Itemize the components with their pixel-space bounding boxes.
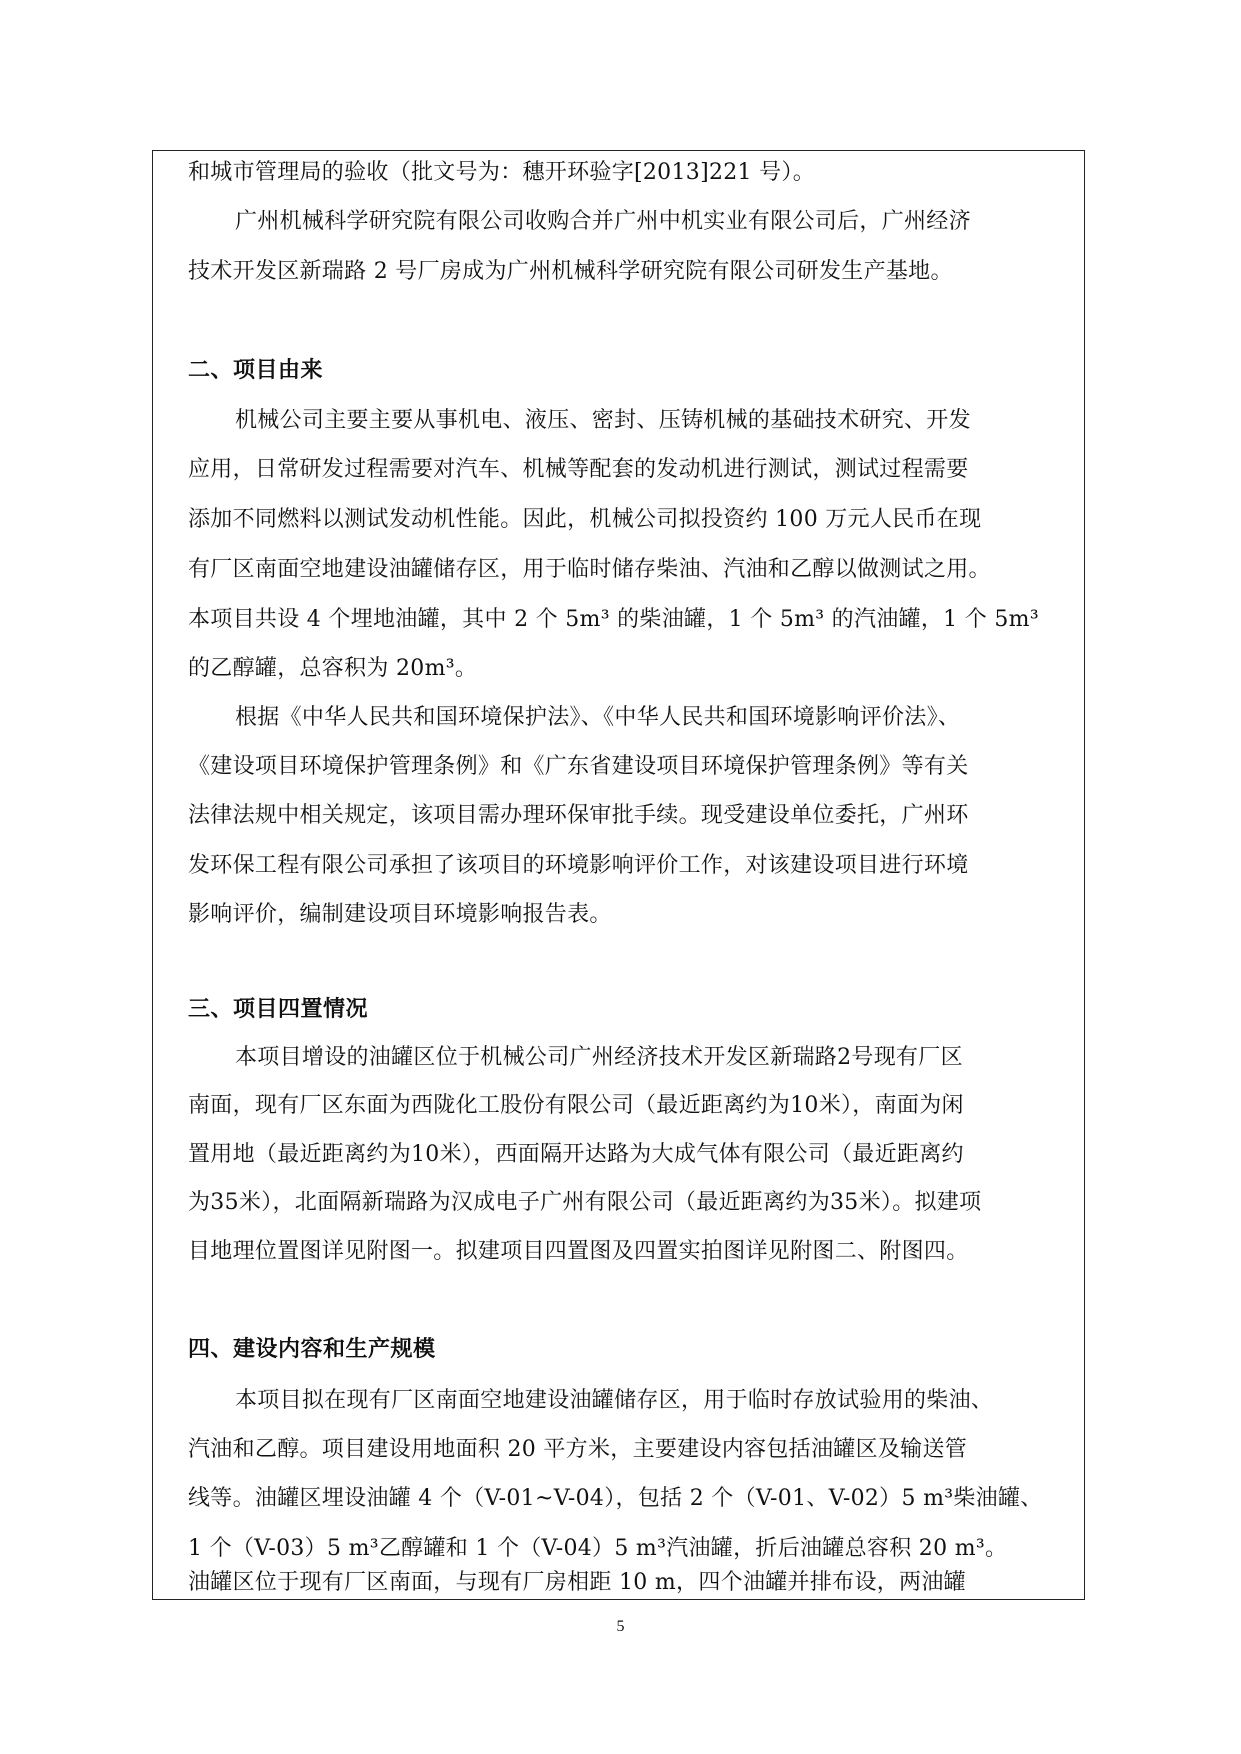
paragraph-line: 置用地（最近距离约为10米），西面隔开达路为大成气体有限公司（最近距离约 [188, 1142, 964, 1167]
paragraph-line: 发环保工程有限公司承担了该项目的环境影响评价工作，对该建设项目进行环境 [188, 853, 969, 878]
paragraph-line: 本项目共设 4 个埋地油罐，其中 2 个 5m³ 的柴油罐，1 个 5m³ 的汽油罐，1 个 5m³ [188, 607, 1039, 632]
paragraph-line: 本项目拟在现有厂区南面空地建设油罐储存区，用于临时存放试验用的柴油、 [235, 1388, 994, 1413]
paragraph-line: 的乙醇罐，总容积为 20m³。 [188, 656, 478, 681]
paragraph-line: 机械公司主要主要从事机电、液压、密封、压铸机械的基础技术研究、开发 [235, 408, 971, 433]
paragraph-line: 应用，日常研发过程需要对汽车、机械等配套的发动机进行测试，测试过程需要 [188, 457, 969, 482]
paragraph-line: 本项目增设的油罐区位于机械公司广州经济技术开发区新瑞路2号现有厂区 [235, 1045, 963, 1070]
paragraph-line: 线等。油罐区埋设油罐 4 个（V-01~V-04），包括 2 个（V-01、V-02）5 m³柴油罐、 [188, 1486, 1043, 1511]
paragraph-line: 有厂区南面空地建设油罐储存区，用于临时储存柴油、汽油和乙醇以做测试之用。 [188, 557, 991, 582]
paragraph-line: 南面，现有厂区东面为西陇化工股份有限公司（最近距离约为10米），南面为闲 [188, 1093, 964, 1118]
paragraph-line: 和城市管理局的验收（批文号为：穗开环验字[2013]221 号）。 [188, 160, 816, 185]
paragraph-line: 汽油和乙醇。项目建设用地面积 20 平方米，主要建设内容包括油罐区及输送管 [188, 1437, 968, 1462]
paragraph-line: 添加不同燃料以测试发动机性能。因此，机械公司拟投资约 100 万元人民币在现 [188, 507, 982, 532]
paragraph-line: 《建设项目环境保护管理条例》和《广东省建设项目环境保护管理条例》等有关 [188, 754, 969, 779]
section-heading: 四、建设内容和生产规模 [188, 1336, 436, 1362]
paragraph-line: 法律法规中相关规定，该项目需办理环保审批手续。现受建设单位委托，广州环 [188, 803, 969, 828]
paragraph-line: 油罐区位于现有厂区南面，与现有厂房相距 10 m，四个油罐并排布设，两油罐 [188, 1570, 966, 1595]
section-heading: 三、项目四置情况 [188, 996, 369, 1022]
paragraph-line: 技术开发区新瑞路 2 号厂房成为广州机械科学研究院有限公司研发生产基地。 [188, 259, 953, 284]
paragraph-line: 1 个（V-03）5 m³乙醇罐和 1 个（V-04）5 m³汽油罐，折后油罐总容积 20 m³。 [188, 1536, 1008, 1561]
paragraph-line: 广州机械科学研究院有限公司收购合并广州中机实业有限公司后，广州经济 [235, 209, 971, 234]
paragraph-line: 影响评价，编制建设项目环境影响报告表。 [188, 902, 612, 927]
paragraph-line: 目地理位置图详见附图一。拟建项目四置图及四置实拍图详见附图二、附图四。 [188, 1239, 969, 1264]
page-number: 5 [616, 1618, 625, 1635]
section-heading: 二、项目由来 [188, 357, 324, 383]
paragraph-line: 为35米），北面隔新瑞路为汉成电子广州有限公司（最近距离约为35米）。拟建项 [188, 1190, 982, 1215]
paragraph-line: 根据《中华人民共和国环境保护法》、《中华人民共和国环境影响评价法》、 [235, 705, 961, 730]
